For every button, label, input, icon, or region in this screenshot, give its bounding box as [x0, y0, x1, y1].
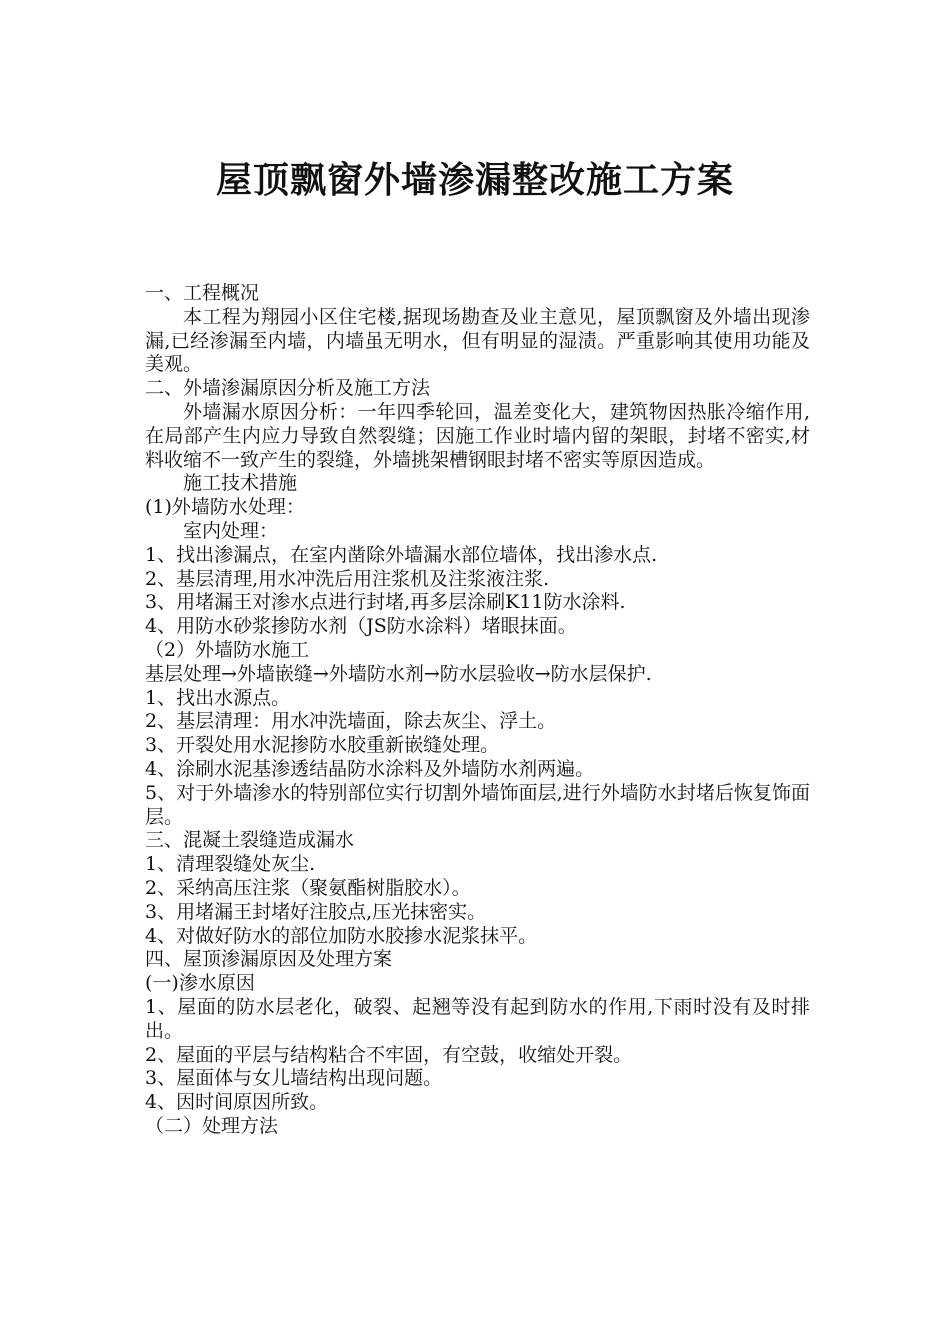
paragraph: 2、屋面的平层与结构粘合不牢固，有空鼓，收缩处开裂。	[145, 1043, 633, 1066]
document-body	[145, 282, 810, 1139]
paragraph: 5、对于外墙渗水的特别部位实行切割外墙饰面层,进行外墙防水封堵后恢复饰面层。	[145, 781, 810, 828]
paragraph: 1、找出水源点。	[145, 686, 291, 709]
paragraph: (1)外墙防水处理：	[145, 496, 305, 519]
paragraph: 2、基层清理：用水冲洗墙面，除去灰尘、浮土。	[145, 710, 557, 733]
paragraph: 1、找出渗漏点，在室内凿除外墙漏水部位墙体，找出渗水点.	[145, 543, 658, 566]
section-heading: 三、混凝土裂缝造成漏水	[145, 829, 355, 852]
paragraph: （2）外墙防水施工	[145, 638, 310, 661]
paragraph: 4、对做好防水的部位加防水胶掺水泥浆抹平。	[145, 924, 538, 947]
paragraph: 基层处理→外墙嵌缝→外墙防水剂→防水层验收→防水层保护.	[145, 662, 652, 685]
paragraph: 施工技术措施	[183, 472, 298, 495]
section-heading: 四、屋顶渗漏原因及处理方案	[145, 948, 393, 971]
paragraph: 室内处理：	[183, 519, 279, 542]
section-heading: 一、工程概况	[145, 282, 260, 304]
paragraph: 2、基层清理,用水冲洗后用注浆机及注浆液注浆.	[145, 567, 550, 590]
paragraph: 3、开裂处用水泥掺防水胶重新嵌缝处理。	[145, 734, 500, 757]
page-title: 屋顶飘窗外墙渗漏整改施工方案	[215, 159, 734, 201]
section-heading: 二、外墙渗漏原因分析及施工方法	[145, 377, 431, 400]
paragraph: 外墙漏水原因分析：一年四季轮回，温差变化大，建筑物因热胀冷缩作用,在局部产生内应力导致自然裂缝；因施工作业时墙内留的架眼，封堵不密实,材料收缩不一致产生的裂缝，外墙挑架槽钢眼封堵不密实等原因造成。	[145, 400, 810, 471]
paragraph: 4、涂刷水泥基渗透结晶防水涂料及外墙防水剂两遍。	[145, 757, 595, 780]
paragraph: 3、用堵漏王对渗水点进行封堵,再多层涂刷K11防水涂料.	[145, 591, 626, 614]
paragraph: 4、因时间原因所致。	[145, 1091, 329, 1114]
paragraph: 3、屋面体与女儿墙结构出现问题。	[145, 1067, 443, 1090]
paragraph: 3、用堵漏王封堵好注胶点,压光抹密实。	[145, 900, 487, 923]
paragraph: 1、清理裂缝处灰尘.	[145, 853, 316, 876]
paragraph: 2、采纳高压注浆（聚氨酯树脂胶水）。	[145, 876, 471, 899]
paragraph: 1、屋面的防水层老化，破裂、起翘等没有起到防水的作用,下雨时没有及时排出。	[145, 995, 810, 1042]
paragraph: 4、用防水砂浆掺防水剂（JS防水涂料）堵眼抹面。	[145, 615, 577, 638]
paragraph: 本工程为翔园小区住宅楼,据现场勘查及业主意见，屋顶飘窗及外墙出现渗漏,已经渗漏至内墙，内墙虽无明水，但有明显的湿渍。严重影响其使用功能及美观。	[145, 305, 810, 376]
paragraph: （二）处理方法	[145, 1114, 279, 1137]
paragraph: (一)渗水原因	[145, 972, 255, 995]
